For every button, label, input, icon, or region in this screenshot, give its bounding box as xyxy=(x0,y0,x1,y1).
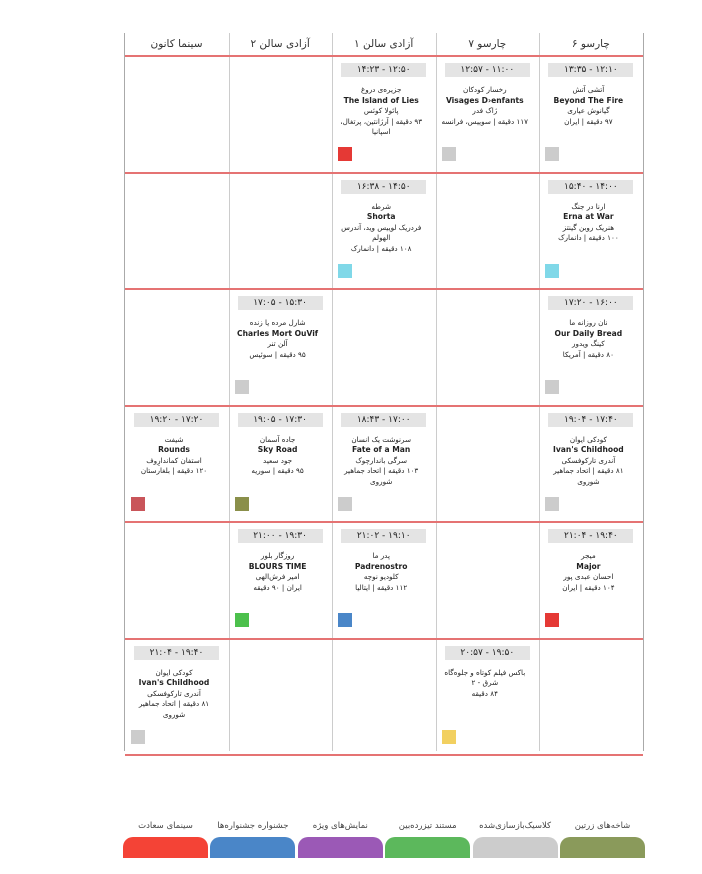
legend-color-bar xyxy=(385,837,470,858)
film-meta: ۱۱۲ دقیقه | ایتالیا xyxy=(355,582,408,592)
screening-time: ۱۱:۰۰ - ۱۲:۵۷ xyxy=(445,63,530,77)
film-title-fa: میجر xyxy=(581,551,596,560)
film-meta: ۹۵ دقیقه | سوریه xyxy=(251,466,304,475)
film-director: استفان کماندارِوف xyxy=(146,455,202,465)
film-title-en: The Island of Lies xyxy=(343,95,419,105)
film-title-fa: شارل مرده یا زنده xyxy=(249,318,306,327)
screening-info xyxy=(544,551,632,593)
category-color-square xyxy=(545,613,559,627)
film-director: گیانوش عیاری xyxy=(567,106,610,115)
film-title-en: Ivan's Childhood xyxy=(138,678,210,687)
screening-cell[interactable] xyxy=(332,407,435,521)
screening-cell[interactable] xyxy=(229,407,332,521)
film-title-fa: جزیره‌ی دروغ xyxy=(360,85,402,94)
legend-label: نمایش‌های ویژه xyxy=(312,821,368,831)
film-meta: ۸۱ دقیقه | اتحاد جماهیر شوروی xyxy=(553,466,624,486)
screening-info xyxy=(544,85,632,127)
film-director: جود سعید xyxy=(263,455,293,465)
screening-time: ۱۴:۵۰ - ۱۶:۳۸ xyxy=(341,180,426,194)
film-title-en: Padrenostro xyxy=(354,561,408,571)
legend-label: سینمای سعادت xyxy=(138,821,193,831)
legend-item xyxy=(298,818,383,858)
film-meta: ۱۰۳ دقیقه | اتحاد جماهیر شوروی xyxy=(344,466,419,486)
screening-time: ۱۵:۳۰ - ۱۷:۰۵ xyxy=(238,296,323,310)
film-title-fa: شرطه xyxy=(371,201,391,211)
film-meta: ۱۰۸ دقیقه | دانمارک xyxy=(350,243,412,253)
film-title-fa: روزگار بلور xyxy=(260,551,295,560)
legend-color-bar xyxy=(560,837,645,858)
screening-info xyxy=(337,85,425,138)
film-title-fa: آتشی آتش xyxy=(572,85,605,94)
screening-info xyxy=(337,551,425,593)
legend-color-bar xyxy=(123,837,208,858)
category-color-square xyxy=(338,497,352,511)
screening-cell[interactable] xyxy=(539,523,642,637)
screening-info xyxy=(544,318,632,360)
film-title-en: Sky Road xyxy=(257,445,298,454)
screening-cell[interactable] xyxy=(332,57,435,171)
screening-info xyxy=(234,435,322,477)
screening-info xyxy=(337,202,425,255)
column-header: چارسو ۷ xyxy=(468,38,507,50)
screening-time: ۱۹:۵۰ - ۲۰:۵۷ xyxy=(445,646,530,660)
screening-time: ۱۴:۰۰ - ۱۵:۴۰ xyxy=(548,180,633,194)
film-meta: ۸۴ دقیقه xyxy=(471,688,498,698)
screening-info xyxy=(441,85,529,127)
legend-item xyxy=(210,818,295,858)
screening-cell[interactable] xyxy=(539,290,642,404)
film-meta: ۹۵ دقیقه | سوئیس xyxy=(249,349,306,359)
legend-item xyxy=(123,818,208,858)
screening-time: ۱۲:۵۰ - ۱۴:۲۳ xyxy=(341,63,426,77)
film-director: ژاک فدر xyxy=(472,106,498,115)
film-director: امیر فرش‌الهی xyxy=(255,572,300,581)
screening-info xyxy=(130,668,218,721)
film-meta: ۹۷ دقیقه | ایران xyxy=(564,116,613,126)
legend-color-bar xyxy=(298,837,383,858)
screening-time: ۱۶:۰۰ - ۱۷:۲۰ xyxy=(548,296,633,310)
legend-item xyxy=(385,818,470,858)
film-title-en: Beyond The Fire xyxy=(553,95,624,105)
film-title-en: Visages D›enfants xyxy=(445,95,524,105)
film-director: احسان عبدی پور xyxy=(563,572,614,581)
screening-time: ۱۷:۰۰ - ۱۸:۴۳ xyxy=(341,413,426,427)
legend-item xyxy=(560,818,645,858)
row-divider xyxy=(125,754,643,756)
film-title-fa: نان روزانه ما xyxy=(569,318,608,327)
screening-info xyxy=(234,551,322,593)
film-meta: ۹۳ دقیقه | آرژانتین، پرتغال، اسپانیا xyxy=(340,116,423,136)
schedule-grid xyxy=(124,33,644,751)
screening-time: ۱۷:۳۰ - ۱۹:۰۵ xyxy=(238,413,323,427)
legend-label: کلاسیک‌بازسازی‌شده xyxy=(479,821,552,831)
category-color-square xyxy=(235,497,249,511)
screening-time: ۱۲:۱۰ - ۱۳:۳۵ xyxy=(548,63,633,77)
screening-cell[interactable] xyxy=(539,57,642,171)
film-meta: ۱۰۴ دقیقه | ایران xyxy=(562,582,615,592)
screening-time: ۱۹:۱۰ - ۲۱:۰۲ xyxy=(341,529,426,543)
screening-cell[interactable] xyxy=(539,174,642,288)
screening-cell[interactable] xyxy=(229,290,332,404)
screening-time: ۱۷:۴۰ - ۱۹:۰۴ xyxy=(548,413,633,427)
film-title-en: Major xyxy=(576,561,601,571)
screening-time: ۱۷:۲۰ - ۱۹:۲۰ xyxy=(134,413,219,427)
film-title-fa: کودکی ایوان xyxy=(155,667,193,677)
film-director: فردریک لوییس وید، آندرس الهولم xyxy=(341,222,422,242)
screening-cell[interactable] xyxy=(229,523,332,637)
screening-info xyxy=(544,202,632,244)
film-meta: ۱۲۰ دقیقه | بلغارستان xyxy=(140,466,208,475)
screening-cell[interactable] xyxy=(332,174,435,288)
category-color-square xyxy=(235,380,249,394)
screening-info xyxy=(544,435,632,488)
legend-color-bar xyxy=(473,837,558,858)
legend-label: جشنواره جشنواره‌ها xyxy=(217,821,289,831)
category-color-square xyxy=(442,730,456,744)
screening-info xyxy=(234,318,322,360)
film-director: کلودیو نوچه xyxy=(363,572,399,581)
category-color-square xyxy=(338,147,352,161)
screening-time: ۱۹:۳۰ - ۲۱:۰۰ xyxy=(238,529,323,543)
screening-cell[interactable] xyxy=(125,640,228,754)
screening-cell[interactable] xyxy=(125,407,228,521)
film-title-fa: سرنوشت یک انسان xyxy=(351,434,412,444)
film-director: کینگ ویدور xyxy=(572,339,605,348)
film-meta: ایران | ۹۰ دقیقه xyxy=(253,582,302,592)
category-color-square xyxy=(131,730,145,744)
film-meta: ۱۰۰ دقیقه | دانمارک xyxy=(558,233,619,242)
film-meta: ۱۱۷ دقیقه | سوییس، فرانسه xyxy=(441,116,529,126)
film-title-en: Rounds xyxy=(158,445,190,454)
film-director: سرگی باندارچوک xyxy=(355,455,408,465)
category-color-square xyxy=(545,264,559,278)
film-title-en: Erna at War xyxy=(563,212,614,221)
screening-cell[interactable] xyxy=(332,523,435,637)
category-color-square xyxy=(545,147,559,161)
screening-info xyxy=(337,435,425,488)
film-meta: ۸۱ دقیقه | اتحاد جماهیر شوروی xyxy=(138,699,210,719)
film-title-fa: باکس فیلم کوتاه و جلوه‌گاه شرق - ۲ xyxy=(444,667,526,687)
category-color-square xyxy=(545,497,559,511)
category-color-square xyxy=(235,613,249,627)
legend-item xyxy=(473,818,558,858)
film-title-fa: کودکی ایوان xyxy=(569,434,607,444)
screening-time: ۱۹:۴۰ - ۲۱:۰۴ xyxy=(134,646,219,660)
film-title-en: Charles Mort OuVif xyxy=(237,328,319,338)
film-title-en: BLOURS TIME xyxy=(248,561,307,571)
category-color-square xyxy=(545,380,559,394)
column-header: آزادی سالن ۲ xyxy=(250,38,310,50)
film-title-fa: ارنا در جنگ xyxy=(571,201,606,211)
film-director: آلن تنر xyxy=(267,339,288,348)
screening-info xyxy=(130,435,218,477)
film-meta: ۸۰ دقیقه | آمریکا xyxy=(562,349,615,359)
screening-cell[interactable] xyxy=(436,57,539,171)
film-title-en: Fate of a Man xyxy=(352,445,411,454)
film-title-fa: جاده آسمان xyxy=(259,434,296,444)
legend-label: مستند تیز‌رده‌بین xyxy=(398,821,457,831)
screening-cell[interactable] xyxy=(436,640,539,754)
film-title-en: Our Daily Bread xyxy=(554,328,623,338)
screening-info xyxy=(441,668,529,700)
film-title-fa: رخسار کودکان xyxy=(463,85,507,94)
film-director: آندری تارکوفسکی xyxy=(147,688,201,698)
screening-cell[interactable] xyxy=(539,407,642,521)
film-title-en: Ivan's Childhood xyxy=(553,445,624,454)
film-title-fa: پدر ما xyxy=(372,551,390,560)
category-color-square xyxy=(442,147,456,161)
film-director: آندری تارکوفسکی xyxy=(561,455,616,465)
screening-time: ۱۹:۴۰ - ۲۱:۰۴ xyxy=(548,529,633,543)
column-header: چارسو ۶ xyxy=(571,38,610,50)
legend-color-bar xyxy=(210,837,295,858)
legend-label: شاخه‌های زرتین xyxy=(574,821,631,831)
category-color-square xyxy=(131,497,145,511)
column-header: سینما کانون xyxy=(150,38,203,50)
film-title-fa: شیفت xyxy=(164,434,184,444)
film-title-en: Shorta xyxy=(366,212,396,221)
category-color-square xyxy=(338,264,352,278)
category-color-square xyxy=(338,613,352,627)
film-director: پائولا کوئس xyxy=(363,106,399,115)
film-director: هنریک روبن گینتز xyxy=(562,222,615,232)
column-header: آزادی سالن ۱ xyxy=(354,38,414,50)
